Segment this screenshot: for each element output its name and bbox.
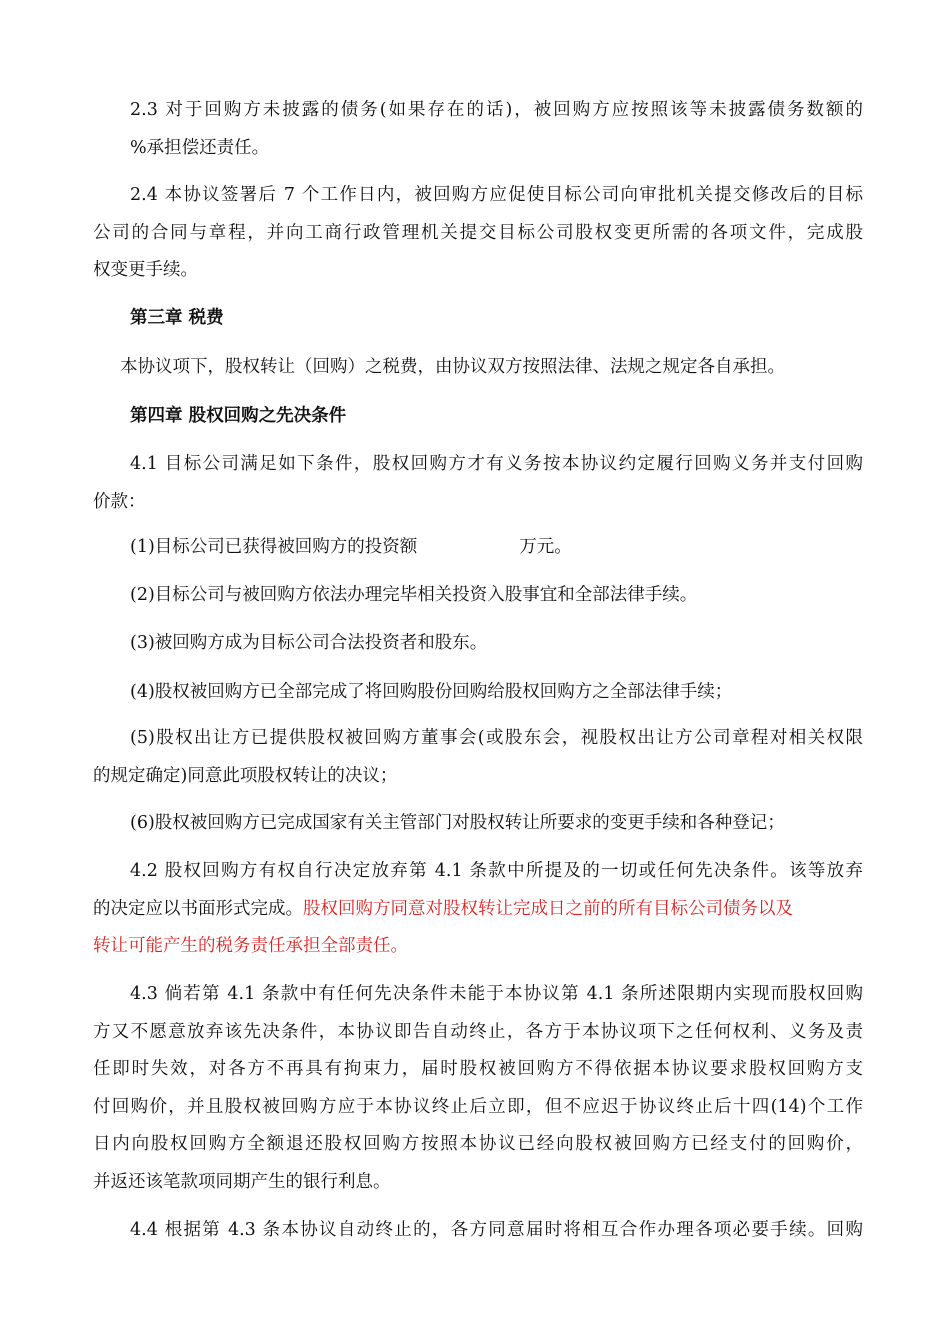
clause-4-2-text-red: 股权回购方同意对股权转让完成日之前的所有目标公司债务以及 <box>303 898 793 919</box>
condition-3-line: (3)被回购方成为目标公司合法投资者和股东。 <box>130 633 488 653</box>
clause-4-1-line-1: 4.1 目标公司满足如下条件，股权回购方才有义务按本协议约定履行回购义务并支付回购 <box>130 454 863 474</box>
clause-4-2-line-3: 转让可能产生的税务责任承担全部责任。 <box>93 936 408 956</box>
clause-4-3-line-1: 4.3 倘若第 4.1 条款中有任何先决条件未能于本协议第 4.1 条所述限期内实现而股权回购 <box>130 984 863 1004</box>
clause-4-3-line-5: 日内向股权回购方全额退还股权回购方按照本协议已经向股权被回购方已经支付的回购价， <box>93 1134 863 1154</box>
clause-4-2-text-black: 的决定应以书面形式完成。 <box>93 898 303 919</box>
condition-5-line-1: (5)股权出让方已提供股权被回购方董事会(或股东会，视股权出让方公司章程对相关权限 <box>130 728 863 748</box>
clause-2-4-line-1: 2.4 本协议签署后 7 个工作日内，被回购方应促使目标公司向审批机关提交修改后的目标 <box>130 185 863 205</box>
clause-2-3 <box>93 92 863 167</box>
condition-2 <box>93 577 863 615</box>
chapter-3-body <box>93 349 863 387</box>
condition-1-prefix: (1)目标公司已获得被回购方的投资额 <box>130 537 418 557</box>
condition-1-line <box>93 529 863 567</box>
clause-2-4-line-3: 权变更手续。 <box>93 260 198 280</box>
condition-1-suffix: 万元。 <box>519 537 572 557</box>
clause-4-1 <box>93 446 863 521</box>
clause-4-3-line-3: 任即时失效，对各方不再具有拘束力，届时股权被回购方不得依据本协议要求股权回购方支 <box>93 1059 863 1079</box>
chapter-3-title: 第三章 税费 <box>130 308 224 328</box>
clause-4-3-line-6: 并返还该笔款项同期产生的银行利息。 <box>93 1171 391 1192</box>
clause-4-2-line-2 <box>93 891 863 929</box>
clause-4-1-line-2: 价款： <box>93 491 146 512</box>
clause-4-4 <box>93 1212 863 1250</box>
clause-4-3 <box>93 976 863 1201</box>
condition-6 <box>93 805 863 843</box>
chapter-4-title: 第四章 股权回购之先决条件 <box>130 406 347 426</box>
condition-5 <box>93 720 863 795</box>
condition-4 <box>93 674 863 712</box>
condition-3 <box>93 625 863 663</box>
clause-4-2 <box>93 853 863 966</box>
clause-2-3-line-2: %承担偿还责任。 <box>130 137 270 158</box>
clause-4-4-line-1: 4.4 根据第 4.3 条本协议自动终止的，各方同意届时将相互合作办理各项必要手续。回购 <box>130 1220 863 1240</box>
clause-4-3-line-4: 付回购价，并且股权被回购方应于本协议终止后立即，但不应迟于协议终止后十四(14)个工作 <box>93 1096 863 1117</box>
condition-5-line-2: 的规定确定)同意此项股权转让的决议； <box>93 765 398 786</box>
clause-4-2-line-1: 4.2 股权回购方有权自行决定放弃第 4.1 条款中所提及的一切或任何先决条件。该等放弃 <box>130 861 863 881</box>
condition-1 <box>93 529 863 567</box>
clause-2-4-line-2: 公司的合同与章程，并向工商行政管理机关提交目标公司股权变更所需的各项文件，完成股 <box>93 222 863 243</box>
condition-2-line: (2)目标公司与被回购方依法办理完毕相关投资入股事宜和全部法律手续。 <box>130 585 698 605</box>
chapter-3-heading-block <box>93 300 863 338</box>
condition-6-line: (6)股权被回购方已完成国家有关主管部门对股权转让所要求的变更手续和各种登记； <box>130 813 785 833</box>
clause-2-3-line-1: 2.3 对于回购方未披露的债务(如果存在的话)，被回购方应按照该等未披露债务数额的 <box>130 100 863 120</box>
condition-4-line: (4)股权被回购方已全部完成了将回购股份回购给股权回购方之全部法律手续； <box>130 682 733 702</box>
clause-2-4 <box>93 177 863 290</box>
chapter-3-text: 本协议项下，股权转让（回购）之税费，由协议双方按照法律、法规之规定各自承担。 <box>120 357 785 377</box>
clause-4-3-line-2: 方又不愿意放弃该先决条件，本协议即告自动终止，各方于本协议项下之任何权利、义务及责 <box>93 1021 863 1042</box>
chapter-4-heading-block <box>93 398 863 436</box>
